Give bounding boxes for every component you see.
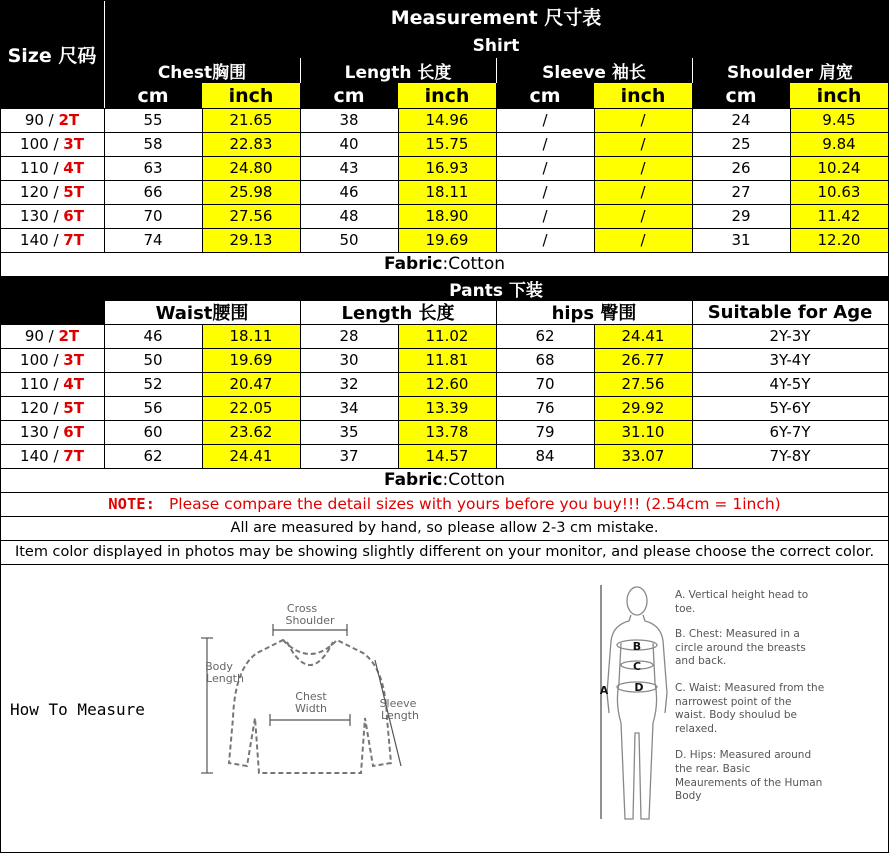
grid-line [104, 324, 105, 468]
shirt-value-cell: 16.93 [398, 156, 496, 180]
shirt-value-cell: 29 [731, 207, 751, 225]
pants-value-cell: 46 [143, 327, 163, 345]
pants-size-cell [0, 324, 104, 348]
shirt-value-cell: 40 [339, 135, 359, 153]
marker-a: A [599, 684, 609, 697]
size-number: 140 / [20, 231, 64, 249]
instruction-c: C. Waist: Measured from the narrowest point of the waist. Body shoulud be relaxed. [675, 681, 825, 735]
grid-line [692, 108, 693, 252]
sleeve-length-label: Sleeve [379, 697, 417, 710]
shirt-value-cell: 12.20 [790, 228, 888, 252]
shirt-size-cell [0, 228, 104, 252]
pants-value-cell: 50 [143, 351, 163, 369]
grid-line [0, 372, 889, 373]
grid-line [104, 0, 105, 108]
shirt-value-cell: 74 [143, 231, 163, 249]
pants-size-cell [0, 396, 104, 420]
pants-value-cell: 19.69 [202, 348, 300, 372]
body-length-label: Body [205, 660, 233, 673]
pants-size-blank [0, 276, 104, 324]
grid-line [202, 324, 203, 468]
grid-line [300, 108, 301, 252]
grid-line [300, 300, 301, 324]
shirt-value-cell: / [594, 108, 692, 132]
cross-shoulder-label: Cross [286, 602, 318, 615]
size-tag: 7T [63, 231, 84, 249]
grid-line [0, 180, 889, 181]
grid-line [0, 228, 889, 229]
pants-age-cell: 2Y-3Y [769, 327, 811, 345]
instruction-b: B. Chest: Measured in a circle around the breasts and back. [675, 628, 806, 668]
pants-value-cell: 11.81 [398, 348, 496, 372]
grid-line [300, 324, 301, 468]
grid-line [0, 468, 889, 469]
grid-line [496, 58, 497, 83]
size-tag: 3T [63, 351, 84, 369]
shirt-value-cell: / [542, 159, 548, 177]
pants-size-cell [0, 348, 104, 372]
measurement-title: Measurement 尺寸表 [104, 0, 888, 33]
grid-line [0, 564, 889, 565]
pants-value-cell: 29.92 [594, 396, 692, 420]
shirt-value-cell: 43 [339, 159, 359, 177]
pants-size-cell [0, 420, 104, 444]
pants-value-cell: 52 [143, 375, 163, 393]
shirt-size-cell [0, 204, 104, 228]
shirt-value-cell: / [594, 156, 692, 180]
pants-value-cell: 13.78 [398, 420, 496, 444]
shirt-title: Shirt [104, 33, 888, 58]
pants-value-cell: 68 [535, 351, 555, 369]
grid-line [0, 0, 889, 1]
shirt-size-cell [0, 156, 104, 180]
size-number: 110 / [20, 375, 64, 393]
pants-value-cell: 62 [535, 327, 555, 345]
grid-line [0, 108, 889, 109]
shirt-value-cell: / [542, 231, 548, 249]
size-tag: 5T [63, 399, 84, 417]
pants-value-cell: 31.10 [594, 420, 692, 444]
shirt-value-cell: 27 [731, 183, 751, 201]
instruction-a: A. Vertical height head to toe. [675, 589, 809, 615]
grid-line [0, 156, 889, 157]
grid-line [0, 396, 889, 397]
pants-value-cell: 30 [339, 351, 359, 369]
grid-line [0, 540, 889, 541]
shirt-value-cell: 38 [339, 111, 359, 129]
pants-value-cell: 32 [339, 375, 359, 393]
pants-value-cell: 14.57 [398, 444, 496, 468]
shirt-value-cell: 15.75 [398, 132, 496, 156]
shirt-value-cell: 70 [143, 207, 163, 225]
shirt-value-cell: 50 [339, 231, 359, 249]
shirt-value-cell: / [542, 183, 548, 201]
pants-value-cell: 22.05 [202, 396, 300, 420]
shirt-value-cell: / [542, 207, 548, 225]
shirt-value-cell: 58 [143, 135, 163, 153]
grid-line [104, 108, 105, 252]
shirt-value-cell: / [594, 204, 692, 228]
size-number: 100 / [20, 135, 64, 153]
unit-header: cm [104, 83, 202, 108]
pants-value-cell: 33.07 [594, 444, 692, 468]
shirt-value-cell: 26 [731, 159, 751, 177]
shirt-value-cell: 19.69 [398, 228, 496, 252]
size-number: 120 / [20, 183, 64, 201]
chest-width-label: Chest [295, 690, 327, 703]
shirt-value-cell: 10.24 [790, 156, 888, 180]
shirt-value-cell: / [594, 180, 692, 204]
shirt-diagram [195, 598, 435, 783]
pants-group-header: Length 长度 [341, 303, 455, 324]
unit-header: cm [496, 83, 594, 108]
body-diagram [595, 583, 680, 828]
note-text: Please compare the detail sizes with yours before you buy!!! (2.54cm = 1inch) [168, 495, 781, 513]
shirt-value-cell: 24 [731, 111, 751, 129]
shirt-group-header: Shoulder 肩宽 [692, 58, 888, 83]
pants-size-cell [0, 444, 104, 468]
grid-line [594, 324, 595, 468]
how-to-measure-title: How To Measure [10, 700, 145, 719]
grid-line [202, 108, 203, 252]
grid-line [594, 108, 595, 252]
shirt-value-cell: 18.11 [398, 180, 496, 204]
grid-line [496, 324, 497, 468]
pants-fabric-row [0, 468, 889, 492]
pants-group-header: Suitable for Age [707, 301, 873, 323]
pants-value-cell: 26.77 [594, 348, 692, 372]
grid-line [0, 0, 1, 853]
pants-value-cell: 60 [143, 423, 163, 441]
pants-value-cell: 27.56 [594, 372, 692, 396]
shirt-value-cell: 24.80 [202, 156, 300, 180]
pants-value-cell: 28 [339, 327, 359, 345]
measure-instructions [675, 589, 825, 804]
size-number: 120 / [20, 399, 64, 417]
size-tag: 4T [63, 159, 84, 177]
grid-line [0, 492, 889, 493]
shirt-value-cell: 55 [143, 111, 163, 129]
shirt-value-cell: 10.63 [790, 180, 888, 204]
shirt-value-cell: 46 [339, 183, 359, 201]
pants-value-cell: 20.47 [202, 372, 300, 396]
unit-header: cm [692, 83, 790, 108]
pants-age-cell: 7Y-8Y [769, 447, 811, 465]
hand-measure-note: All are measured by hand, so please allow 2-3 cm mistake. [230, 520, 659, 536]
sleeve-length-label-2: Length [381, 709, 419, 722]
size-tag: 3T [63, 135, 84, 153]
shirt-value-cell: 66 [143, 183, 163, 201]
shirt-group-header: Length 长度 [300, 58, 496, 83]
shirt-value-cell: 18.90 [398, 204, 496, 228]
pants-size-cell [0, 372, 104, 396]
grid-line [790, 108, 791, 252]
marker-b: B [632, 640, 642, 653]
grid-line [398, 324, 399, 468]
instruction-d: D. Hips: Measured around the rear. Basic Meaurements of the Human Body [675, 749, 823, 803]
pants-age-cell: 4Y-5Y [769, 375, 811, 393]
pants-value-cell: 11.02 [398, 324, 496, 348]
pants-value-cell: 76 [535, 399, 555, 417]
grid-line [398, 108, 399, 252]
chest-width-label-2: Width [295, 702, 327, 715]
grid-line [0, 516, 889, 517]
grid-line [0, 132, 889, 133]
pants-value-cell: 18.11 [202, 324, 300, 348]
size-tag: 7T [63, 447, 84, 465]
shirt-value-cell: 25.98 [202, 180, 300, 204]
fabric-value: :Cotton [442, 254, 506, 274]
pants-age-cell: 6Y-7Y [769, 423, 811, 441]
shirt-size-cell [0, 180, 104, 204]
pants-value-cell: 24.41 [594, 324, 692, 348]
shirt-value-cell: 29.13 [202, 228, 300, 252]
shirt-value-cell: 9.84 [790, 132, 888, 156]
pants-group-header: hips 臀围 [551, 303, 637, 324]
shirt-value-cell: 11.42 [790, 204, 888, 228]
shirt-value-cell: / [594, 228, 692, 252]
pants-group-header: Waist腰围 [155, 303, 249, 324]
unit-header: cm [300, 83, 398, 108]
shirt-group-header: Sleeve 袖长 [496, 58, 692, 83]
unit-header: inch [398, 83, 496, 108]
note-label: NOTE: [108, 495, 155, 513]
size-header: Size 尺码 [0, 0, 104, 108]
cross-shoulder-label-2: Shoulder [285, 614, 335, 627]
shirt-value-cell: / [542, 135, 548, 153]
size-number: 90 / [24, 327, 59, 345]
unit-header: inch [594, 83, 692, 108]
pants-value-cell: 34 [339, 399, 359, 417]
grid-line [692, 324, 693, 468]
size-number: 90 / [24, 111, 59, 129]
marker-d: D [634, 681, 644, 694]
grid-line [496, 108, 497, 252]
shirt-value-cell: 21.65 [202, 108, 300, 132]
shirt-value-cell: 31 [731, 231, 751, 249]
grid-line [692, 58, 693, 83]
size-tag: 5T [63, 183, 84, 201]
pants-value-cell: 24.41 [202, 444, 300, 468]
shirt-value-cell: 25 [731, 135, 751, 153]
grid-line [692, 300, 693, 324]
pants-age-cell: 5Y-6Y [769, 399, 811, 417]
fabric-value: :Cotton [442, 470, 506, 490]
pants-title: Pants 下装 [104, 276, 888, 300]
size-number: 110 / [20, 159, 64, 177]
pants-value-cell: 13.39 [398, 396, 496, 420]
size-tag: 2T [58, 327, 80, 345]
shirt-value-cell: 9.45 [790, 108, 888, 132]
size-number: 140 / [20, 447, 64, 465]
grid-line [0, 252, 889, 253]
pants-value-cell: 12.60 [398, 372, 496, 396]
size-tag: 4T [63, 375, 84, 393]
grid-line [0, 348, 889, 349]
shirt-value-cell: 63 [143, 159, 163, 177]
body-length-label-2: Length [206, 672, 244, 685]
unit-header: inch [790, 83, 888, 108]
grid-line [0, 204, 889, 205]
shirt-size-cell [0, 132, 104, 156]
size-number: 100 / [20, 351, 64, 369]
size-tag: 6T [63, 207, 84, 225]
fabric-label: Fabric [383, 470, 443, 490]
pants-value-cell: 70 [535, 375, 555, 393]
pants-value-cell: 56 [143, 399, 163, 417]
shirt-size-cell [0, 108, 104, 132]
pants-age-cell: 3Y-4Y [769, 351, 811, 369]
grid-line [0, 420, 889, 421]
pants-value-cell: 84 [535, 447, 555, 465]
pants-value-cell: 35 [339, 423, 359, 441]
unit-header: inch [202, 83, 300, 108]
note-row [0, 492, 889, 516]
shirt-fabric-row [0, 252, 889, 276]
grid-line [0, 444, 889, 445]
size-number: 130 / [20, 207, 64, 225]
grid-line [0, 276, 889, 277]
shirt-value-cell: 27.56 [202, 204, 300, 228]
pants-value-cell: 37 [339, 447, 359, 465]
size-tag: 6T [63, 423, 84, 441]
shirt-value-cell: 22.83 [202, 132, 300, 156]
shirt-group-header: Chest胸围 [104, 58, 300, 83]
fabric-label: Fabric [383, 254, 443, 274]
pants-value-cell: 23.62 [202, 420, 300, 444]
size-number: 130 / [20, 423, 64, 441]
marker-c: C [632, 660, 642, 673]
pants-value-cell: 62 [143, 447, 163, 465]
shirt-value-cell: 48 [339, 207, 359, 225]
size-tag: 2T [58, 111, 80, 129]
shirt-value-cell: / [542, 111, 548, 129]
shirt-value-cell: 14.96 [398, 108, 496, 132]
grid-line [104, 276, 105, 324]
grid-line [0, 324, 889, 325]
grid-line [496, 300, 497, 324]
shirt-value-cell: / [594, 132, 692, 156]
grid-line [300, 58, 301, 83]
color-note: Item color displayed in photos may be showing slightly different on your monitor, and please choose the correct color. [14, 544, 875, 560]
pants-value-cell: 79 [535, 423, 555, 441]
